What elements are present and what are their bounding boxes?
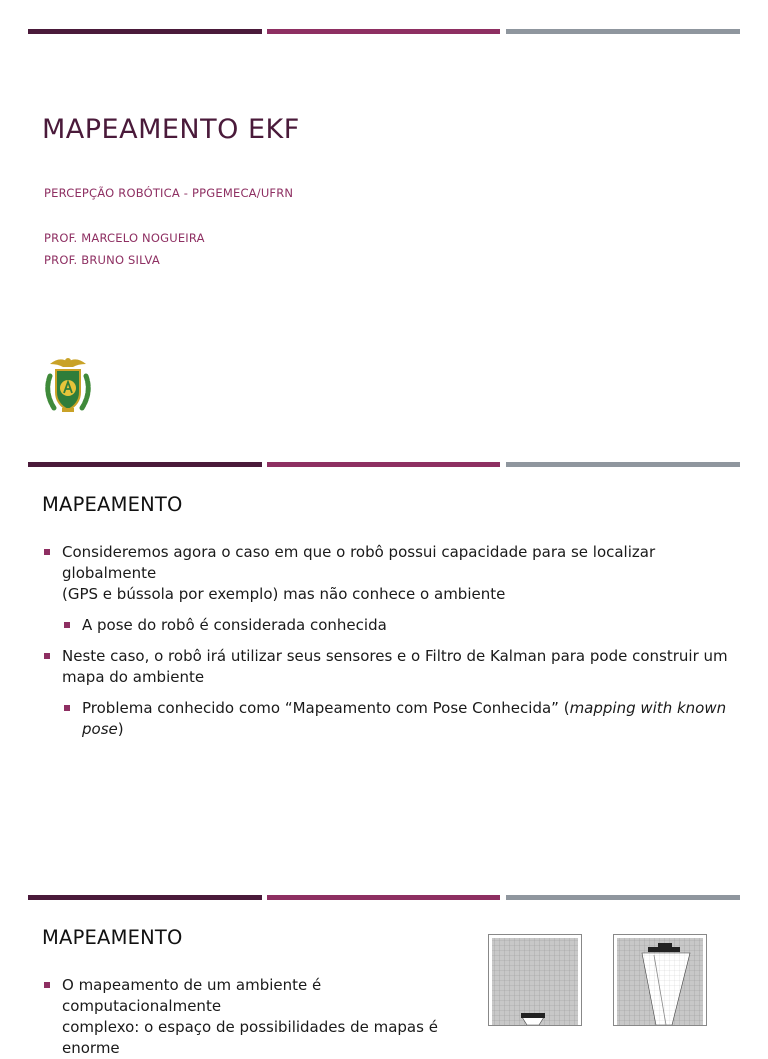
slide1-author-1: PROF. MARCELO NOGUEIRA: [44, 231, 205, 245]
list-item: O mapeamento de um ambiente é computacionalmente complexo: o espaço de possibilidades de mapas é enorme: [42, 975, 482, 1059]
bar-segment-gray: [506, 895, 740, 900]
list-item: Problema conhecido como “Mapeamento com Pose Conhecida” (mapping with known pose): [42, 698, 742, 740]
slide1-author-2: PROF. BRUNO SILVA: [44, 253, 160, 267]
slide3-top-bar: [28, 895, 740, 900]
bar-segment-magenta: [267, 895, 500, 900]
bar-segment-magenta: [267, 29, 500, 34]
slide3-title: MAPEAMENTO: [42, 926, 183, 949]
university-crest-logo: [40, 352, 96, 416]
slide2-top-bar: [28, 462, 740, 467]
bar-segment-dark: [28, 462, 262, 467]
list-item: Neste caso, o robô irá utilizar seus sensores e o Filtro de Kalman para pode construir um mapa do ambiente: [42, 646, 742, 688]
slide1-title: MAPEAMENTO EKF: [42, 114, 300, 145]
occupancy-grid-image-2: [613, 934, 707, 1026]
slide3-bullet-list: [42, 975, 482, 1059]
occupancy-grid-image-1: [488, 934, 582, 1026]
bar-segment-magenta: [267, 462, 500, 467]
list-item: Consideremos agora o caso em que o robô possui capacidade para se localizar globalmente (GPS e bússola por exemplo) mas não conhece o ambiente: [42, 542, 742, 605]
bar-segment-dark: [28, 895, 262, 900]
bar-segment-gray: [506, 29, 740, 34]
list-item: A pose do robô é considerada conhecida: [42, 615, 742, 636]
slide1-subtitle: PERCEPÇÃO ROBÓTICA - PPGEMECA/UFRN: [44, 186, 294, 200]
slide2-bullet-list: [42, 542, 742, 740]
bar-segment-dark: [28, 29, 262, 34]
slide2-title: MAPEAMENTO: [42, 493, 183, 516]
bar-segment-gray: [506, 462, 740, 467]
slide1-top-bar: [28, 29, 740, 34]
